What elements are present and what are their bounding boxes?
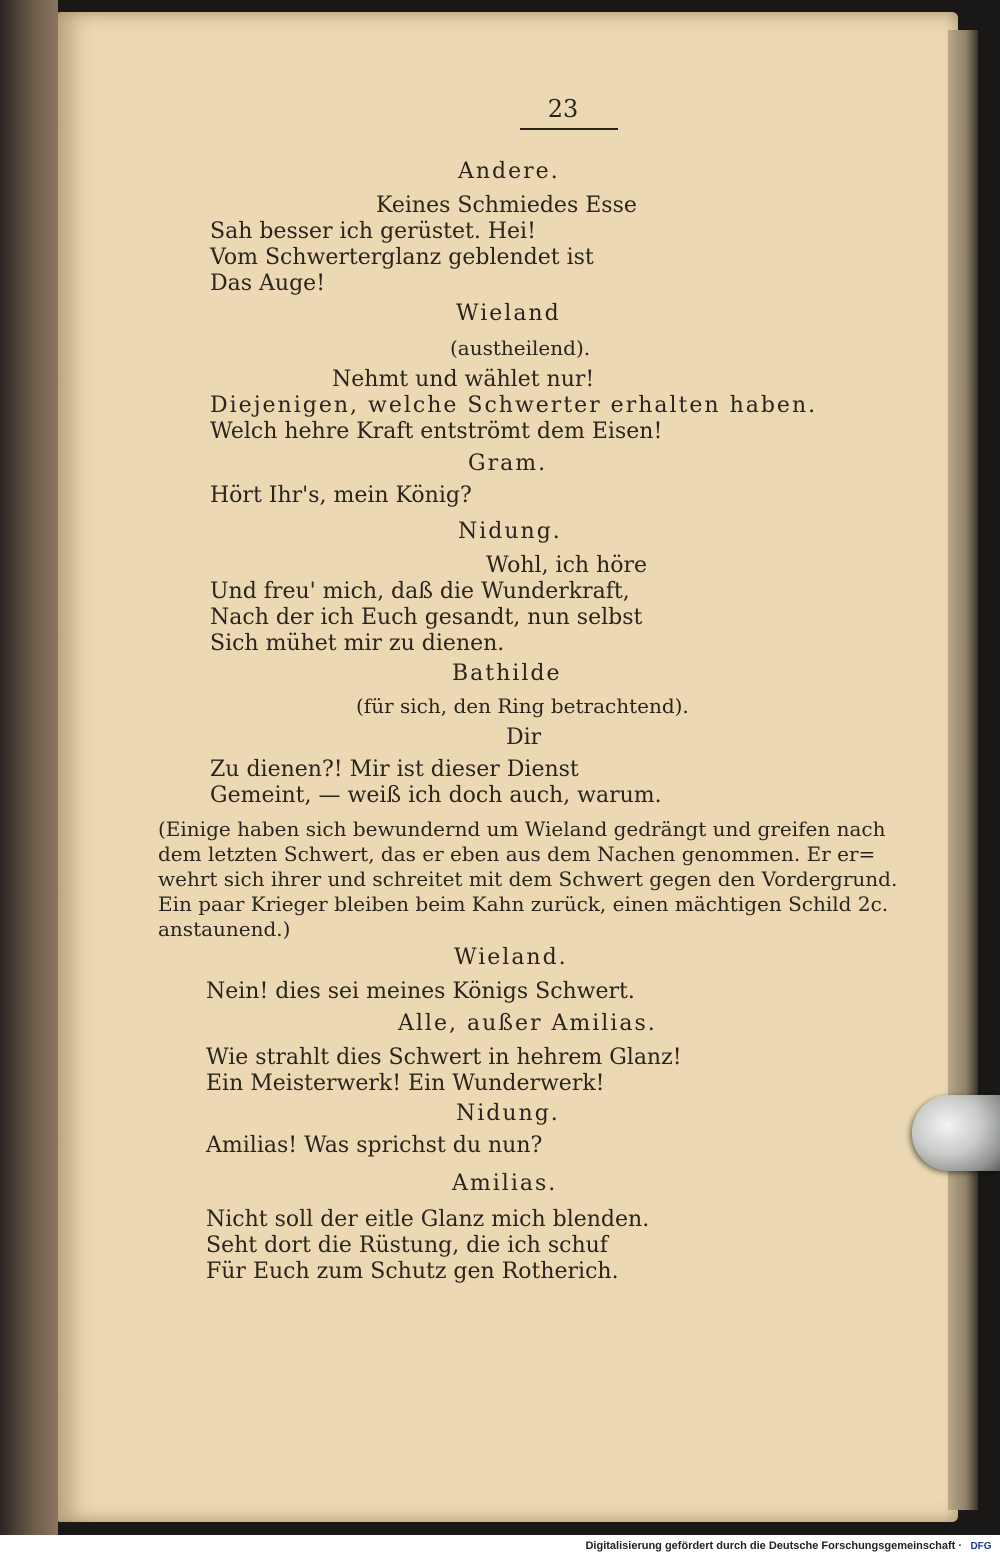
verse-line: Sich mühet mir zu dienen. [210,631,505,656]
verse-line: Für Euch zum Schutz gen Rotherich. [206,1259,619,1284]
verse-line: Vom Schwerterglanz geblendet ist [210,245,594,270]
page-number-rule [520,128,618,130]
stage-direction: wehrt sich ihrer und schreitet mit dem Schwert gegen den Vordergrund. [158,867,898,891]
speaker-andere: Andere. [458,159,560,184]
verse-line: Hört Ihr's, mein König? [210,483,472,508]
speaker-bathilde: Bathilde [452,661,562,686]
stage-direction: dem letzten Schwert, das er eben aus dem Nachen genommen. Er er= [158,842,876,866]
verse-line: Keines Schmiedes Esse [376,193,637,218]
verse-line: Wohl, ich höre [486,553,648,578]
verse-line: Wie strahlt dies Schwert in hehrem Glanz! [206,1045,682,1070]
stage-direction: (Einige haben sich bewundernd um Wieland gedrängt und greifen nach [158,817,886,841]
verse-line: Zu dienen?! Mir ist dieser Dienst [210,757,579,782]
speaker-diejenigen: Diejenigen, welche Schwerter erhalten haben. [210,393,818,418]
speaker-wieland: Wieland [456,301,561,326]
footer-credit: Digitalisierung gefördert durch die Deutsche Forschungsgemeinschaft · [585,1540,962,1552]
speaker-wieland: Wieland. [454,945,568,970]
verse-line: Nehmt und wählet nur! [332,367,595,392]
page-text [58,0,958,1510]
stage-direction: Ein paar Krieger bleiben beim Kahn zurück, einen mächtigen Schild 2c. [158,892,889,916]
speaker-gram: Gram. [468,451,548,476]
footer-bar [0,1535,1000,1560]
verse-line: Ein Meisterwerk! Ein Wunderwerk! [206,1071,605,1096]
verse-line: Das Auge! [210,271,326,296]
verse-line: Dir [506,725,542,750]
verse-line: Sah besser ich gerüstet. Hei! [210,219,536,244]
stage-direction: (austheilend). [450,336,591,360]
book-cover-left [0,0,58,1535]
verse-line: Seht dort die Rüstung, die ich schuf [206,1233,608,1258]
verse-line: Welch hehre Kraft entströmt dem Eisen! [210,419,663,444]
verse-line: Und freu' mich, daß die Wunderkraft, [210,579,630,604]
dfg-logo: DFG [970,1541,992,1552]
verse-line: Nach der ich Euch gesandt, nun selbst [210,605,643,630]
page-number: 23 [547,95,579,123]
verse-line: Nicht soll der eitle Glanz mich blenden. [206,1207,650,1232]
stage-direction: (für sich, den Ring betrachtend). [356,694,689,718]
verse-line: Amilias! Was sprichst du nun? [206,1133,543,1158]
verse-line: Nein! dies sei meines Königs Schwert. [206,979,635,1004]
speaker-nidung: Nidung. [456,1101,560,1126]
speaker-amilias: Amilias. [452,1171,558,1196]
speaker-alle: Alle, außer Amilias. [398,1011,657,1036]
speaker-nidung: Nidung. [458,519,562,544]
verse-line: Gemeint, — weiß ich doch auch, warum. [210,783,662,808]
stage-direction: anstaunend.) [158,917,291,941]
